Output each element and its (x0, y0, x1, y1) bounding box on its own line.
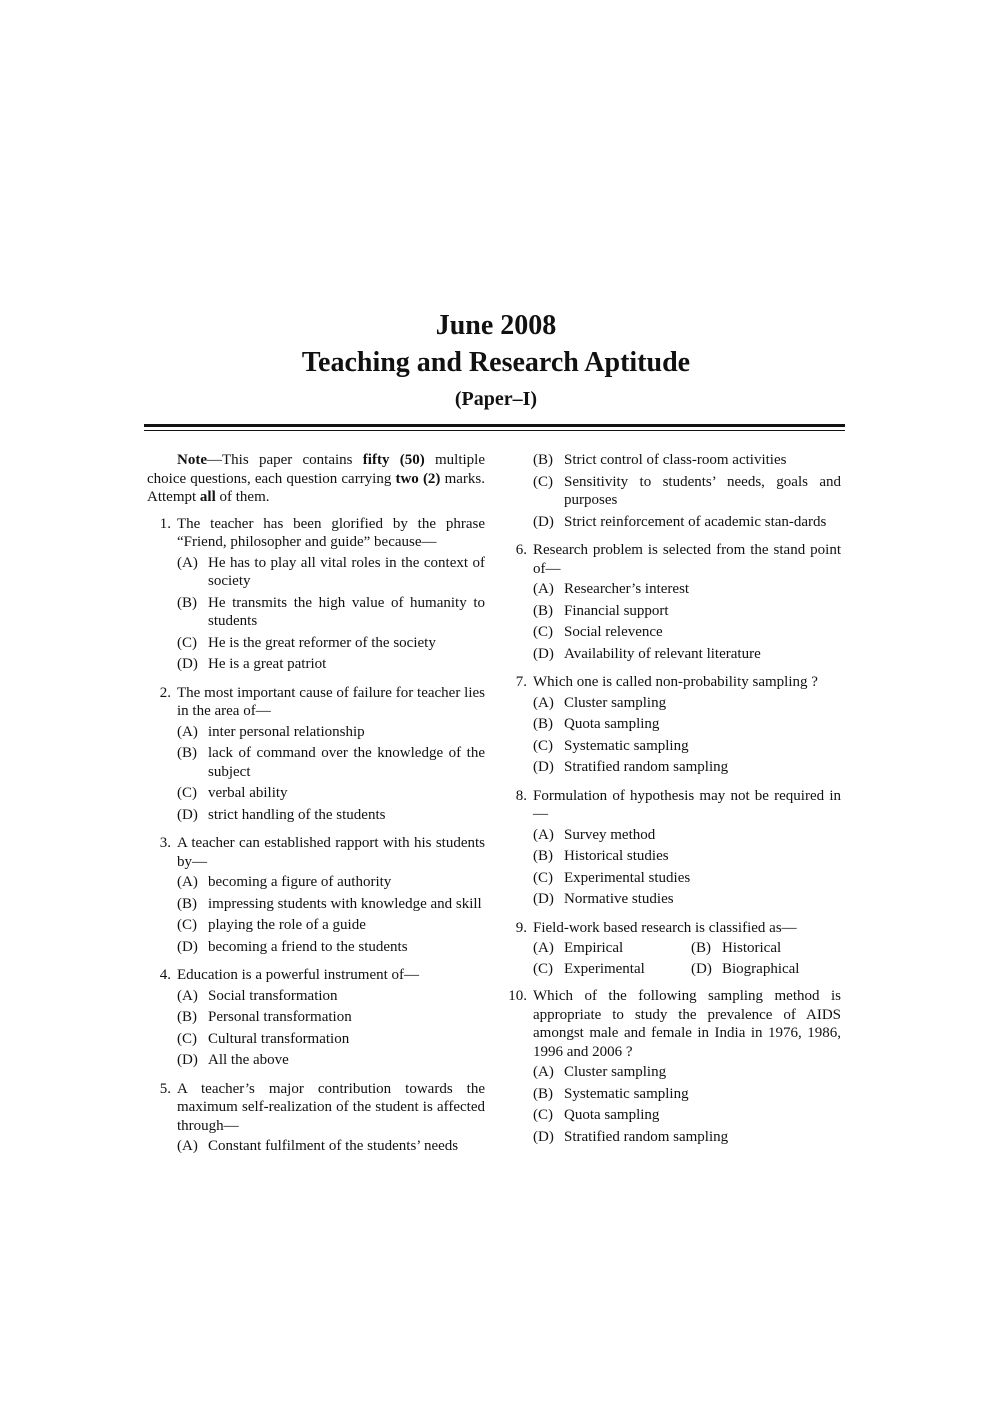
instructions-note: Note—This paper contains fifty (50) multiple choice questions, each question carrying two (2) marks. Attempt all of them. (147, 452, 485, 505)
option-d[interactable]: (D) He is a great patriot (177, 656, 327, 672)
header-rule-thick (144, 424, 845, 427)
option-b[interactable]: (B) Personal transformation (177, 1009, 352, 1025)
option-d[interactable]: (D) Biographical (691, 960, 800, 977)
option-a[interactable]: (A) Empirical (533, 940, 624, 956)
header-rule-thin (144, 430, 845, 431)
right-column (503, 451, 841, 1156)
question-2 (147, 684, 485, 828)
question-8 (503, 787, 841, 912)
option-d[interactable]: (D) strict handling of the students (177, 806, 386, 823)
question-7 (503, 673, 841, 780)
option-c[interactable]: (C) playing the role of a guide (177, 917, 366, 933)
question-number: 2. (159, 684, 171, 701)
paper-label: (Paper–I) (454, 388, 538, 410)
option-d[interactable]: (D) Normative studies (533, 891, 674, 907)
option-a[interactable]: (A) inter personal relationship (177, 723, 365, 740)
page-header (0, 308, 992, 414)
option-b[interactable]: (B) Financial support (533, 602, 669, 619)
question-stem: The teacher has been glorified by the phrase “Friend, philosopher and guide” because— (177, 515, 485, 550)
question-stem: Formulation of hypothesis may not be required in— (533, 787, 841, 822)
question-number: 3. (159, 835, 171, 851)
option-d[interactable]: (D) Stratified random sampling (533, 1128, 729, 1145)
question-stem: Which one is called non-probability sampling ? (533, 674, 818, 690)
option-c[interactable]: (C) Experimental studies (533, 869, 691, 886)
question-10 (503, 987, 841, 1149)
option-a[interactable]: (A) Social transformation (177, 987, 338, 1004)
question-6 (503, 541, 841, 666)
question-number: 1. (159, 515, 171, 532)
option-a[interactable]: (A) Cluster sampling (533, 1064, 667, 1080)
option-b[interactable]: (B) impressing students with knowledge and skill (177, 895, 482, 912)
option-c[interactable]: (C) verbal ability (177, 785, 288, 801)
question-number: 9. (515, 919, 527, 936)
question-number: 6. (515, 542, 527, 558)
question-stem: The most important cause of failure for teacher lies in the area of— (177, 684, 485, 719)
option-c[interactable]: (C) Experimental (533, 960, 645, 977)
option-a[interactable]: (A) Survey method (533, 826, 656, 843)
option-c[interactable]: (C) Quota sampling (533, 1107, 660, 1123)
option-a[interactable]: (A) Cluster sampling (533, 694, 667, 711)
option-d[interactable]: (D) All the above (177, 1052, 289, 1068)
question-number: 5. (159, 1080, 171, 1097)
question-1 (147, 515, 485, 677)
note-lead: Note (177, 452, 207, 468)
option-b[interactable]: (B) Strict control of class-room activities (533, 452, 787, 468)
option-c[interactable]: (C) Systematic sampling (533, 737, 689, 754)
option-d[interactable]: (D) Availability of relevant literature (533, 645, 761, 662)
option-b[interactable]: (B) He transmits the high value of humanity to students (177, 594, 485, 629)
question-5 (147, 1080, 485, 1159)
question-9 (503, 919, 841, 981)
option-c[interactable]: (C) He is the great reformer of the society (177, 634, 436, 651)
option-c[interactable]: (C) Cultural transformation (177, 1030, 350, 1047)
question-stem: Which of the following sampling method is appropriate to study the prevalence of AIDS amongst male and female in India in 1976, 1986, 1996 and 2006 ? (533, 988, 841, 1060)
option-b[interactable]: (B) lack of command over the knowledge of the subject (177, 745, 485, 780)
option-a[interactable]: (A) Researcher’s interest (533, 581, 690, 597)
question-3 (147, 834, 485, 959)
option-b[interactable]: (B) Quota sampling (533, 716, 660, 732)
option-c[interactable]: (C) Social relevence (533, 624, 663, 640)
question-stem: Research problem is selected from the stand point of— (533, 542, 841, 577)
question-5-continued (503, 451, 841, 534)
option-d[interactable]: (D) Strict reinforcement of academic stan-dards (533, 513, 827, 530)
exam-date: June 2008 (435, 310, 557, 341)
question-stem: Education is a powerful instrument of— (177, 967, 420, 983)
question-stem: A teacher can established rapport with his students by— (177, 835, 485, 870)
exam-title: Teaching and Research Aptitude (301, 347, 691, 378)
option-b[interactable]: (B) Historical studies (533, 848, 669, 864)
option-b[interactable]: (B) Systematic sampling (533, 1085, 689, 1102)
question-stem: A teacher’s major contribution towards the maximum self-realization of the student is affected through— (177, 1080, 485, 1134)
option-a[interactable]: (A) becoming a figure of authority (177, 874, 392, 890)
question-number: 7. (515, 674, 527, 690)
option-a[interactable]: (A) He has to play all vital roles in the context of society (177, 554, 485, 589)
option-b[interactable]: (B) Historical (691, 940, 782, 956)
question-number: 10. (508, 988, 527, 1004)
option-d[interactable]: (D) Stratified random sampling (533, 759, 729, 775)
option-c[interactable]: (C) Sensitivity to students’ needs, goals and purposes (533, 473, 841, 508)
question-4 (147, 966, 485, 1073)
question-number: 8. (515, 787, 527, 804)
option-d[interactable]: (D) becoming a friend to the students (177, 938, 408, 955)
left-column (147, 451, 485, 1166)
question-number: 4. (159, 967, 171, 983)
question-stem: Field-work based research is classified as— (533, 919, 797, 936)
option-a[interactable]: (A) Constant fulfilment of the students’ needs (177, 1138, 459, 1154)
